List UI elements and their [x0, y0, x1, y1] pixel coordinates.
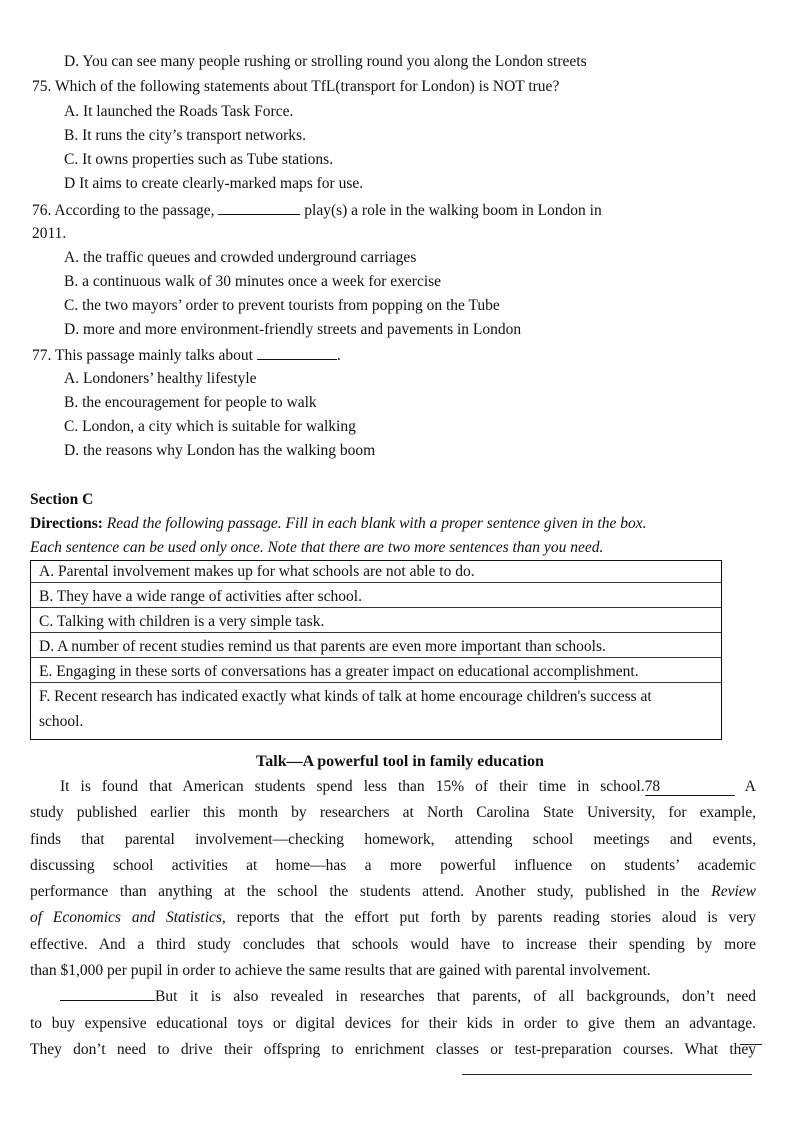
- q76-option-a: A. the traffic queues and crowded underground carriages: [64, 249, 417, 266]
- q75-option-a: A. It launched the Roads Task Force.: [64, 103, 294, 120]
- p1-line-2: study published earlier this month by researchers at North Carolina State University, for example,: [30, 804, 756, 822]
- p1-line-4: discussing school activities at home—has a more powerful influence on students’ academic: [30, 856, 756, 874]
- q75-option-c: C. It owns properties such as Tube stations.: [64, 151, 334, 168]
- q77-answer-blank[interactable]: [257, 345, 337, 360]
- journal-name-part2: of Economics and Statistics: [30, 909, 222, 927]
- p1-line-1: [30, 774, 756, 800]
- q77-option-b: B. the encouragement for people to walk: [64, 394, 317, 411]
- journal-name-part1: Review: [711, 883, 756, 901]
- q77-option-d: D. the reasons why London has the walking boom: [64, 442, 376, 459]
- q76-stem-before: 76. According to the passage,: [32, 202, 215, 219]
- box-sentence-d: D. A number of recent studies remind us that parents are even more important than schools.: [31, 637, 721, 658]
- directions: [30, 514, 646, 534]
- p2-line-3: They don’t need to drive their offspring to enrichment classes or test-preparation courses. What they: [30, 1040, 756, 1058]
- directions-line2: Each sentence can be used only once. Note that there are two more sentences than you need.: [30, 539, 604, 556]
- q77-stem: [32, 345, 341, 366]
- q77-option-a: A. Londoners’ healthy lifestyle: [64, 370, 257, 387]
- p1-line-7: effective. And a third study concludes that schools would have to increase their spending by more: [30, 935, 756, 953]
- q77-stem-before: 77. This passage mainly talks about: [32, 347, 253, 364]
- answer-underline-bottom: [462, 1074, 752, 1075]
- box-sentence-a: A. Parental involvement makes up for what schools are not able to do.: [31, 562, 721, 583]
- p1-line-5: [30, 879, 756, 905]
- box-sentence-b: B. They have a wide range of activities after school.: [31, 587, 721, 608]
- p2-line-2: to buy expensive educational toys or digital devices for their kids in order to give them an advantage.: [30, 1014, 756, 1032]
- box-sentence-e: E. Engaging in these sorts of conversations has a greater impact on educational accomplishment.: [31, 662, 721, 683]
- q77-stem-after: .: [336, 347, 341, 364]
- q75-option-b: B. It runs the city’s transport networks.: [64, 127, 306, 144]
- directions-label: Directions:: [30, 515, 103, 532]
- box-sentence-c: C. Talking with children is a very simple task.: [31, 612, 721, 633]
- passage-title: Talk—A powerful tool in family education: [256, 753, 544, 770]
- p2-line-1-text: But it is also revealed in researches that parents, of all backgrounds, don’t need: [155, 988, 756, 1006]
- p1-line-6-text: , reports that the effort put forth by parents reading stories aloud is very: [221, 909, 756, 927]
- section-c-heading: Section C: [30, 491, 94, 508]
- q75-option-d: D It aims to create clearly-marked maps for use.: [64, 175, 364, 192]
- q74-option-d: D. You can see many people rushing or strolling round you along the London streets: [64, 53, 587, 70]
- p1-line-8: than $1,000 per pupil in order to achieve the same results that are gained with parental involvement.: [30, 962, 651, 980]
- p1-line-5-text: performance than anything at the school the students attend. Another study, published in the: [30, 883, 712, 901]
- q76-stem-cont: 2011.: [32, 225, 67, 242]
- p2-line-1: [30, 984, 756, 1010]
- q76-option-d: D. more and more environment-friendly streets and pavements in London: [64, 321, 522, 338]
- q76-answer-blank[interactable]: [218, 200, 300, 215]
- directions-line1: Read the following passage. Fill in each blank with a proper sentence given in the box.: [102, 515, 647, 532]
- box-sentence-f: F. Recent research has indicated exactly what kinds of talk at home encourage children's success at: [39, 688, 652, 705]
- sentence-box: [30, 560, 722, 740]
- q76-stem-after: play(s) a role in the walking boom in London in: [304, 202, 602, 219]
- passage-paragraph-1: [30, 774, 756, 1063]
- blank-79[interactable]: [60, 986, 155, 1001]
- p1-line-1-text: It is found that American students spend less than 15% of their time in school.: [60, 778, 645, 795]
- q75-stem: 75. Which of the following statements about TfL(transport for London) is NOT true?: [32, 78, 560, 95]
- blank-78[interactable]: 78: [645, 779, 735, 796]
- p1-line-3: finds that parental involvement—checking homework, attending school meetings and events,: [30, 830, 756, 848]
- p1-line-6: [30, 905, 756, 931]
- q76-stem: [32, 200, 602, 221]
- box-sentence-f-cont: school.: [39, 713, 84, 730]
- q76-option-c: C. the two mayors’ order to prevent tourists from popping on the Tube: [64, 297, 500, 314]
- p1-line-1-end: A: [744, 778, 756, 795]
- q77-option-c: C. London, a city which is suitable for walking: [64, 418, 356, 435]
- answer-underline-top: [740, 1044, 762, 1045]
- q76-option-b: B. a continuous walk of 30 minutes once a week for exercise: [64, 273, 442, 290]
